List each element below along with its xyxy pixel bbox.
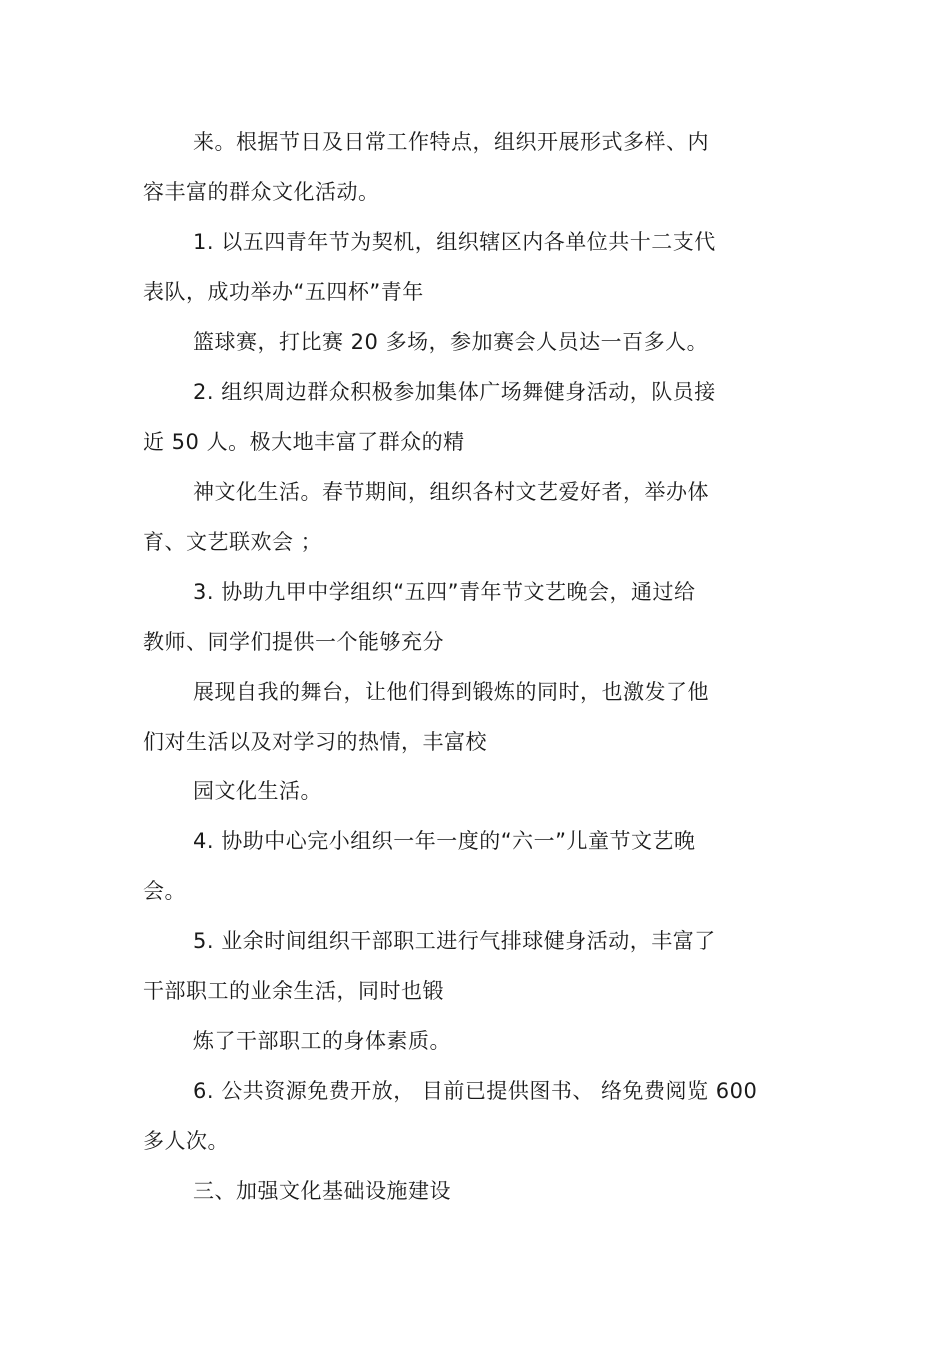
text-line: 们对生活以及对学习的热情，丰富校 (143, 730, 487, 754)
text-line: 2. 组织周边群众积极参加集体广场舞健身活动，队员接 (193, 380, 716, 404)
text-line: 4. 协助中心完小组织一年一度的“六一”儿童节文艺晚 (193, 829, 696, 853)
text-line: 表队，成功举办“五四杯”青年 (143, 280, 424, 304)
text-line: 篮球赛，打比赛 20 多场，参加赛会人员达一百多人。 (193, 330, 709, 354)
section-heading: 三、加强文化基础设施建设 (193, 1179, 451, 1203)
text-line: 炼了干部职工的身体素质。 (193, 1029, 451, 1053)
text-line: 神文化生活。春节期间，组织各村文艺爱好者，举办体 (193, 480, 709, 504)
text-line: 来。根据节日及日常工作特点，组织开展形式多样、内 (193, 130, 709, 154)
text-line: 近 50 人。极大地丰富了群众的精 (143, 430, 465, 454)
text-line: 会。 (143, 879, 186, 903)
text-line: 5. 业余时间组织干部职工进行气排球健身活动，丰富了 (193, 929, 716, 953)
text-line: 多人次。 (143, 1129, 229, 1153)
text-line: 育、文艺联欢会 ； (143, 530, 323, 554)
text-line: 教师、同学们提供一个能够充分 (143, 630, 444, 654)
text-line: 干部职工的业余生活，同时也锻 (143, 979, 444, 1003)
text-line: 6. 公共资源免费开放， 目前已提供图书、 络免费阅览 600 (193, 1079, 758, 1103)
text-line: 3. 协助九甲中学组织“五四”青年节文艺晚会，通过给 (193, 580, 696, 604)
text-line: 展现自我的舞台，让他们得到锻炼的同时，也激发了他 (193, 680, 709, 704)
text-line: 容丰富的群众文化活动。 (143, 180, 380, 204)
text-line: 1. 以五四青年节为契机，组织辖区内各单位共十二支代 (193, 230, 716, 254)
text-line: 园文化生活。 (193, 779, 322, 803)
